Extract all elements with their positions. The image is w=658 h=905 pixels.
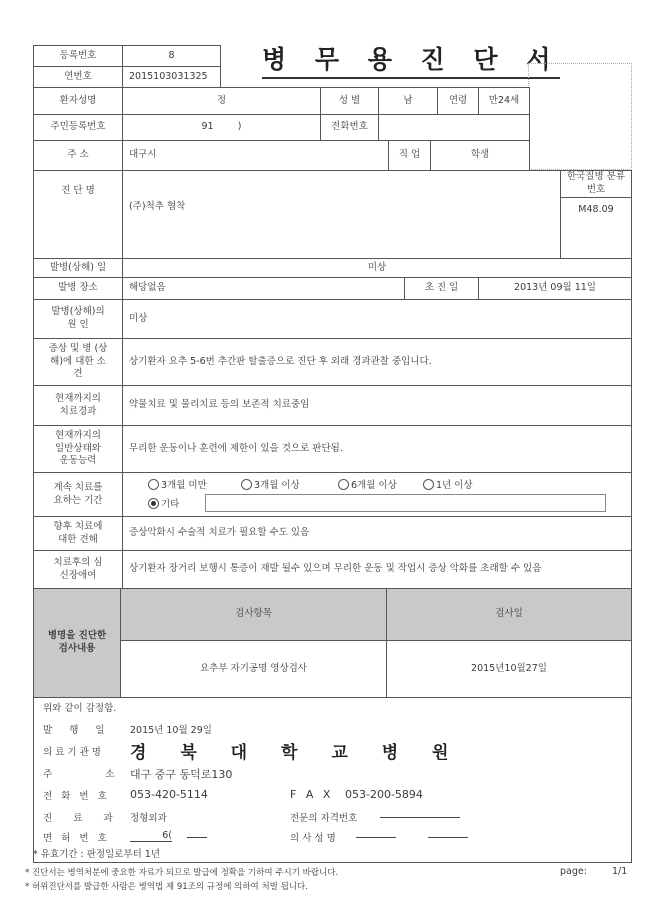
option-under-3m[interactable]: 3개월 미만	[148, 477, 207, 491]
institution-label: 의 료 기 관 명	[43, 747, 101, 758]
serial-label: 연번호	[33, 66, 123, 88]
address-label: 주 소	[33, 140, 123, 171]
issue-date-label: 발 행 일	[43, 725, 105, 736]
onset-date-value: 미상	[122, 258, 632, 278]
opinion-value: 상기환자 요추 5-6번 추간판 탈출증으로 진단 후 외래 경과관찰 중입니다.	[122, 338, 632, 386]
cause-value: 미상	[122, 299, 632, 339]
fax-value: 053-200-5894	[345, 788, 423, 801]
exam-date-value: 2015년10월27일	[386, 640, 632, 698]
onset-place-value: 해당없음	[122, 277, 405, 300]
fax-label: F A X	[290, 788, 331, 801]
reg-no-value: 8	[122, 45, 221, 67]
document-title: 병 무 용 진 단 서	[262, 40, 560, 79]
tel-label: 전 화 번 호	[43, 791, 107, 802]
doctor-label: 의 사 성 명	[290, 833, 336, 844]
future-treatment-label: 향후 치료에 대한 견해	[33, 516, 123, 551]
note: * 진단서는 병역처분에 중요한 자료가 되므로 발급에 정확을 기하여 주시기 바랍니다.	[25, 868, 339, 878]
specialist-label: 전문의 자격번호	[290, 813, 358, 824]
onset-place-label: 발병 장소	[33, 277, 123, 300]
first-visit-value: 2013년 09월 11일	[478, 277, 632, 300]
option-over-1y[interactable]: 1년 이상	[423, 477, 473, 491]
general-condition-value: 무리한 운동이나 훈련에 제한이 있을 것으로 판단됨.	[122, 425, 632, 473]
statement: 위와 같이 감정함.	[43, 703, 117, 714]
exam-item-value: 요추부 자기공명 영상검사	[120, 640, 387, 698]
address-footer-label: 주 소	[43, 769, 115, 780]
note: * 허위진단서를 발급한 사람은 병역법 제 91조의 규정에 의하여 처벌 됩니다.	[25, 882, 308, 892]
specialist-value	[380, 810, 460, 821]
exam-label: 병명을 진단한 검사내용	[33, 588, 121, 698]
treatment-progress-value: 약물치료 및 물리치료 등의 보존적 치료중임	[122, 385, 632, 426]
phone-value	[378, 114, 530, 141]
age-label: 연령	[437, 87, 479, 115]
license-value: 6(	[130, 830, 207, 842]
dept-value: 정형외과	[130, 813, 167, 824]
radio-icon	[241, 479, 252, 490]
opinion-label: 증상 및 병 (상해)에 대한 소 견	[33, 338, 123, 386]
age-value: 만24세	[478, 87, 530, 115]
other-period-field[interactable]	[205, 494, 606, 512]
diagnosis-value: (주)척추 협착	[122, 170, 561, 259]
cause-label: 발병(상해)의 원 인	[33, 299, 123, 339]
disease-code-value: M48.09	[560, 197, 632, 259]
institution-name: 경 북 대 학 교 병 원	[130, 743, 449, 763]
first-visit-label: 초 진 일	[404, 277, 479, 300]
license-label: 면 허 번 호	[43, 833, 107, 844]
radio-icon	[338, 479, 349, 490]
name-label: 환자성명	[33, 87, 123, 115]
disability-value: 상기환자 장거리 보행시 통증이 재발 될수 있으며 무리한 운동 및 작업시 증상 악화를 초래할 수 있음	[122, 550, 632, 589]
job-label: 직 업	[388, 140, 431, 171]
radio-icon	[423, 479, 434, 490]
tel-value: 053-420-5114	[130, 788, 208, 801]
diagnosis-label: 진 단 명	[33, 170, 123, 259]
address-value: 대구시	[122, 140, 389, 171]
radio-selected-icon	[148, 498, 159, 509]
page-label: page:	[560, 866, 587, 877]
option-other[interactable]: 기타	[148, 496, 179, 510]
radio-icon	[148, 479, 159, 490]
serial-value: 2015103031325	[122, 66, 221, 88]
treatment-progress-label: 현재까지의 치료경과	[33, 385, 123, 426]
doctor-value	[356, 830, 468, 841]
page-number: 1/1	[612, 866, 628, 877]
future-treatment-value: 증상악화시 수술적 치료가 필요할 수도 있음	[122, 516, 632, 551]
treatment-period-label: 계속 치료를 요하는 기간	[33, 472, 123, 517]
sex-label: 성 별	[320, 87, 379, 115]
exam-date-header: 검사일	[386, 588, 632, 641]
photo-box	[528, 63, 632, 170]
address-footer: 대구 중구 동덕로130	[130, 768, 233, 781]
general-condition-label: 현재까지의 일반상태와 운동능력	[33, 425, 123, 473]
dept-label: 진 료 과	[43, 813, 113, 824]
option-over-6m[interactable]: 6개월 이상	[338, 477, 397, 491]
issue-date: 2015년 10월 29일	[130, 725, 212, 736]
rrn-label: 주민등록번호	[33, 114, 123, 141]
exam-item-header: 검사항목	[120, 588, 387, 641]
phone-label: 전화번호	[320, 114, 379, 141]
disability-label: 치료후의 심신장애여	[33, 550, 123, 589]
job-value: 학생	[430, 140, 530, 171]
sex-value: 남	[378, 87, 438, 115]
rrn-value: 91 )	[122, 114, 321, 141]
onset-date-label: 발병(상해) 일	[33, 258, 123, 278]
disease-code-label: 한국질병 분류번호	[560, 170, 632, 198]
name-value: 정	[122, 87, 321, 115]
reg-no-label: 등록번호	[33, 45, 123, 67]
option-over-3m[interactable]: 3개월 이상	[241, 477, 300, 491]
validity: * 유효기간 : 판정일로부터 1년	[33, 849, 161, 860]
